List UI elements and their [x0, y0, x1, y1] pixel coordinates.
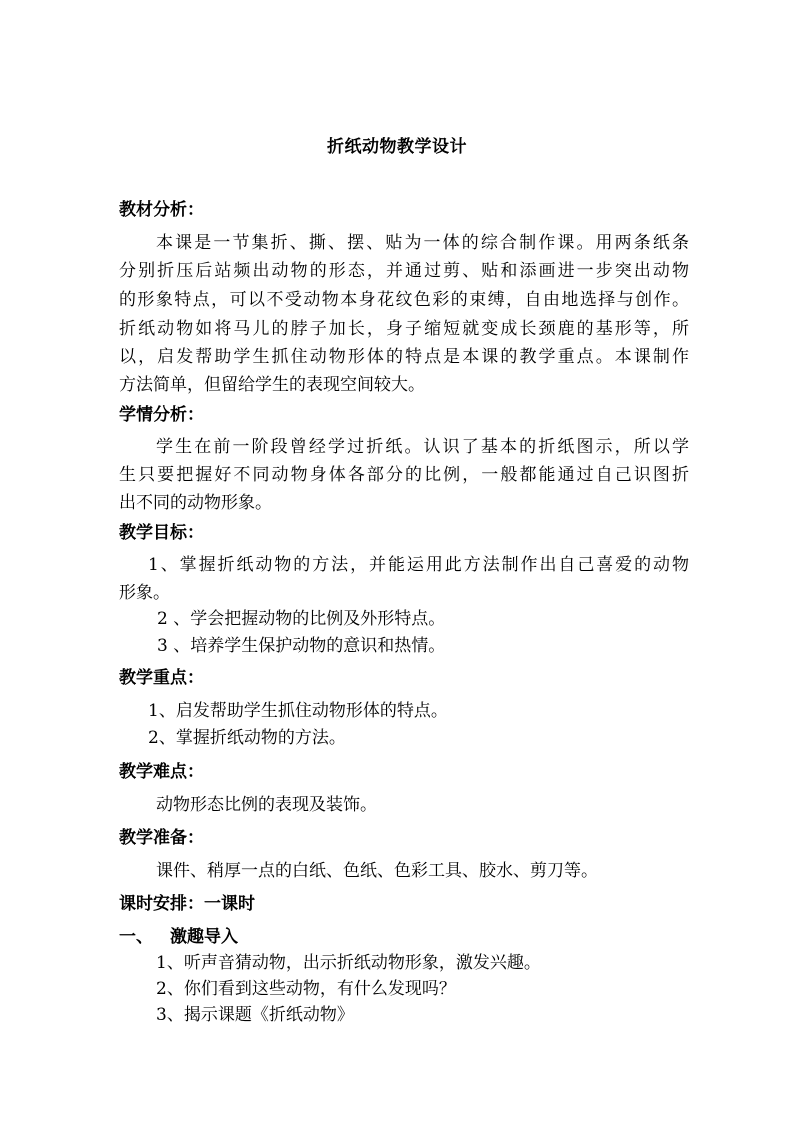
difficulties-text: 动物形态比例的表现及装饰。 — [156, 795, 377, 815]
preparation-heading: 教学准备： — [119, 828, 204, 848]
student-analysis-line: 学生在前一阶段曾经学过折纸。认识了基本的折纸图示，所以学 — [156, 437, 689, 457]
student-analysis-line: 出不同的动物形象。 — [119, 493, 272, 513]
material-analysis-line: 的形象特点，可以不受动物本身花纹色彩的束缚，自由地选择与创作。 — [119, 290, 689, 310]
section-step: 1、听声音猜动物，出示折纸动物形象，激发兴趣。 — [156, 953, 541, 973]
key-point-item-2: 2、掌握折纸动物的方法。 — [148, 728, 346, 748]
objectives-heading: 教学目标： — [119, 523, 204, 543]
material-analysis-line: 以，启发帮助学生抓住动物形体的特点是本课的教学重点。本课制作 — [119, 347, 689, 367]
difficulties-heading: 教学难点： — [119, 762, 204, 782]
key-points-heading: 教学重点： — [119, 668, 204, 688]
key-point-item-1: 1、启发帮助学生抓住动物形体的特点。 — [148, 701, 448, 721]
material-analysis-line: 分别折压后站频出动物的形态，并通过剪、贴和添画进一步突出动物 — [119, 261, 689, 281]
section-step: 3、揭示课题《折纸动物》 — [156, 1005, 354, 1025]
section-number: 一、 — [119, 927, 153, 947]
objective-item-1: 1、掌握折纸动物的方法，并能运用此方法制作出自己喜爱的动物 — [148, 555, 689, 575]
section-step: 2、你们看到这些动物，有什么发现吗？ — [156, 979, 456, 999]
material-analysis-line: 折纸动物如将马儿的脖子加长，身子缩短就变成长颈鹿的基形等，所 — [119, 319, 689, 339]
objective-item-2: 2 、学会把握动物的比例及外形特点。 — [157, 609, 446, 629]
preparation-text: 课件、稍厚一点的白纸、色纸、色彩工具、胶水、剪刀等。 — [156, 861, 598, 881]
page-title: 折纸动物教学设计 — [327, 137, 467, 157]
material-analysis-line: 本课是一节集折、撕、摆、贴为一体的综合制作课。用两条纸条 — [156, 233, 689, 253]
material-analysis-heading: 教材分析： — [119, 200, 204, 220]
section-title: 激趣导入 — [170, 927, 238, 947]
student-analysis-line: 生只要把握好不同动物身体各部分的比例，一般都能通过自己识图折 — [119, 465, 689, 485]
schedule-text: 课时安排：一课时 — [119, 894, 255, 914]
objective-item-1-cont: 形象。 — [119, 583, 170, 603]
material-analysis-line: 方法简单，但留给学生的表现空间较大。 — [119, 375, 425, 395]
objective-item-3: 3 、培养学生保护动物的意识和热情。 — [157, 636, 446, 656]
student-analysis-heading: 学情分析： — [119, 405, 204, 425]
